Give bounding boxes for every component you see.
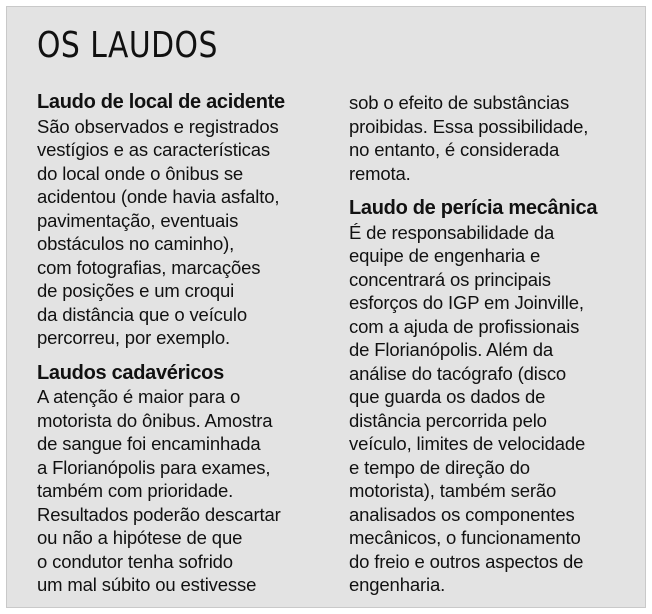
text-line: equipe de engenharia e — [349, 245, 541, 266]
section-heading: Laudos cadavéricos — [37, 361, 224, 384]
text-line: um mal súbito ou estivesse — [37, 574, 257, 595]
text-line: engenharia. — [349, 574, 446, 595]
text-line: obstáculos no caminho), — [37, 233, 235, 254]
section-body — [37, 115, 349, 350]
text-line: análise do tacógrafo (disco — [349, 362, 567, 384]
text-line: de Florianópolis. Além da — [349, 339, 553, 360]
text-line: analisados os componentes — [349, 503, 575, 525]
text-line: sob o efeito de substâncias — [349, 92, 570, 113]
text-line: do freio e outros aspectos de — [349, 550, 584, 572]
text-line: mecânicos, o funcionamento — [349, 527, 581, 548]
text-line: veículo, limites de velocidade — [349, 433, 586, 454]
text-line: remota. — [349, 162, 411, 184]
text-line: vestígios e as características — [37, 139, 271, 160]
section-laudo-local — [37, 91, 349, 350]
section-laudos-cadavericos-continued — [349, 91, 641, 185]
text-line: distância percorrida pelo — [349, 409, 547, 431]
info-box — [6, 6, 646, 608]
text-line: esforços do IGP em Joinville, — [349, 292, 584, 313]
text-line: pavimentação, eventuais — [37, 209, 239, 231]
section-body — [349, 221, 641, 597]
text-line: da distância que o veículo — [37, 303, 248, 325]
section-heading: Laudo de perícia mecânica — [349, 197, 598, 219]
text-line: motorista do ônibus. Amostra — [37, 409, 273, 431]
section-laudos-cadavericos — [37, 362, 349, 597]
section-body — [349, 91, 641, 185]
right-column — [349, 91, 641, 597]
text-line: A atenção é maior para o — [37, 386, 241, 407]
text-line: percorreu, por exemplo. — [37, 327, 230, 348]
text-line: proibidas. Essa possibilidade, — [349, 115, 589, 137]
section-heading: Laudo de local de acidente — [37, 91, 285, 113]
text-line: motorista), também serão — [349, 480, 557, 501]
text-line: com fotografias, marcações — [37, 256, 261, 278]
text-line: São observados e registrados — [37, 115, 279, 137]
text-line: no entanto, é considerada — [349, 139, 560, 160]
text-line: de sangue foi encaminhada — [37, 433, 261, 454]
section-pericia-mecanica — [349, 197, 641, 597]
text-line: o condutor tenha sofrido — [37, 550, 233, 572]
text-line: também com prioridade. — [37, 480, 234, 501]
text-line: a Florianópolis para exames, — [37, 456, 271, 478]
box-title: OS LAUDOS — [37, 25, 218, 66]
text-line: acidentou (onde havia asfalto, — [37, 186, 280, 207]
text-line: ou não a hipótese de que — [37, 527, 243, 548]
text-line: É de responsabilidade da — [349, 221, 555, 243]
text-line: de posições e um croqui — [37, 280, 235, 301]
left-column — [37, 91, 349, 597]
text-line: do local onde o ônibus se — [37, 162, 244, 184]
text-line: com a ajuda de profissionais — [349, 315, 580, 337]
text-line: Resultados poderão descartar — [37, 503, 281, 525]
text-line: e tempo de direção do — [349, 456, 530, 478]
text-line: que guarda os dados de — [349, 386, 546, 407]
text-line: concentrará os principais — [349, 268, 551, 290]
section-body — [37, 385, 349, 597]
